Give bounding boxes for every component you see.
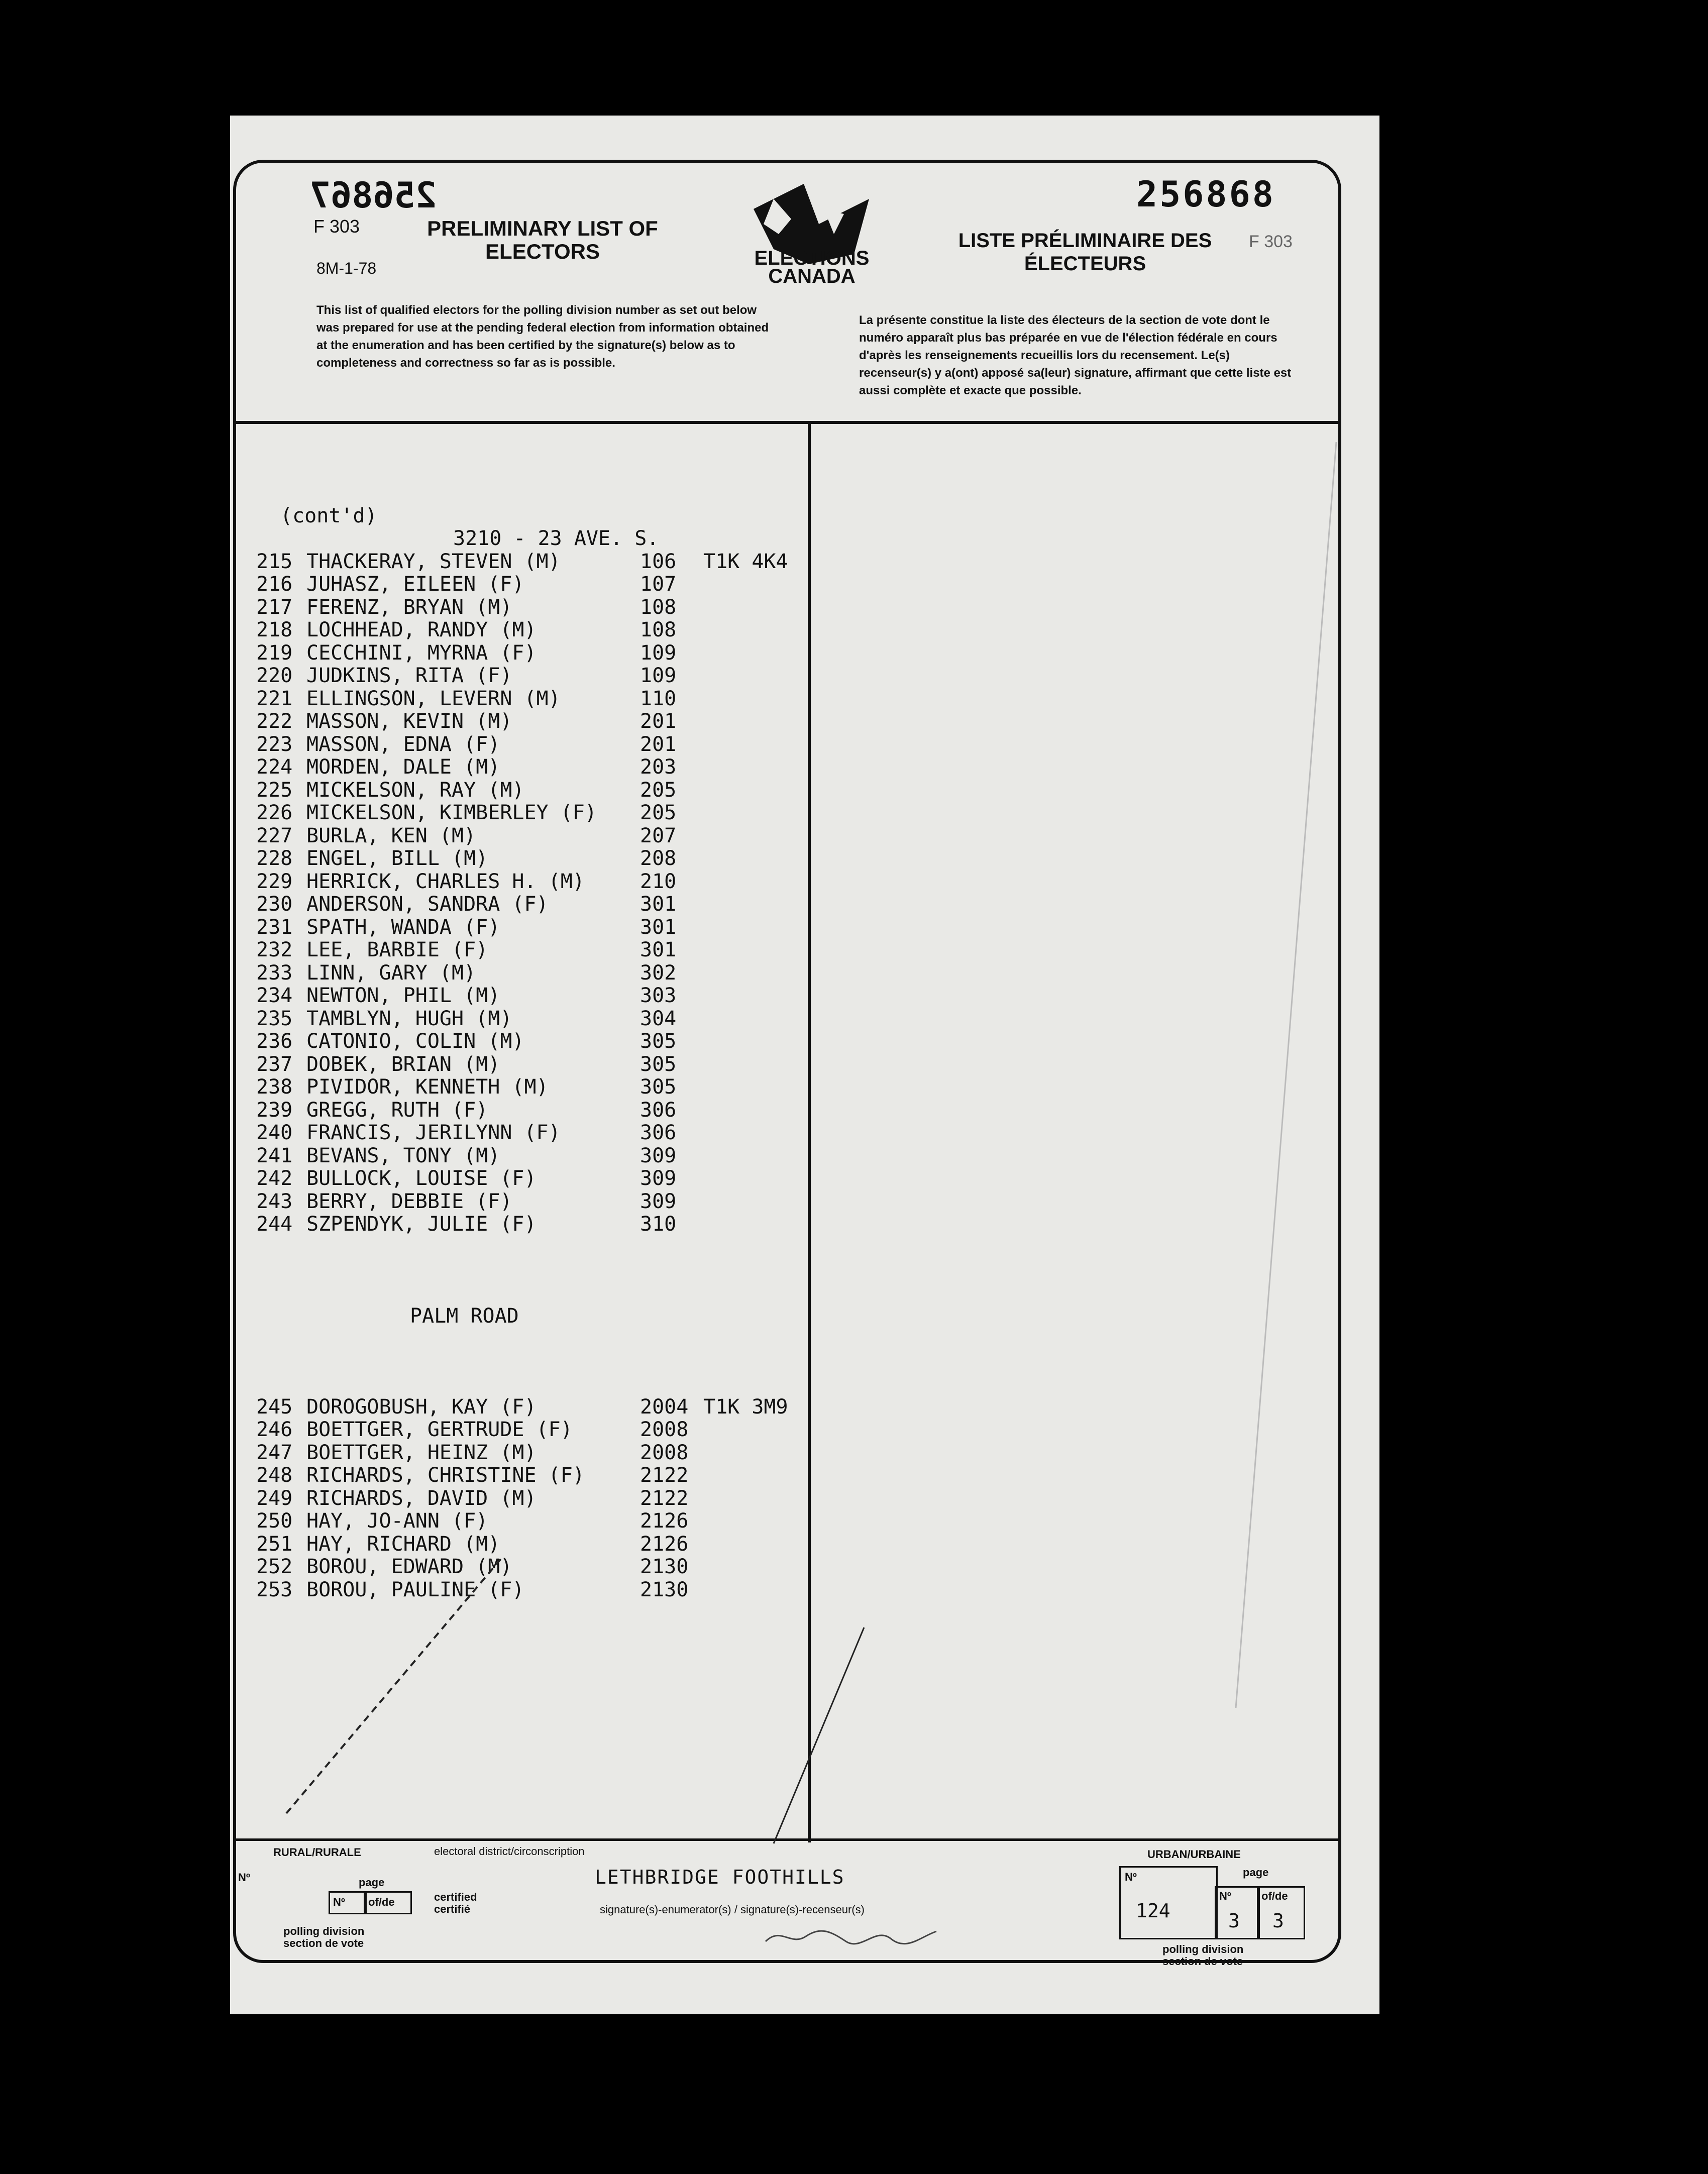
elector-number: 238 [256, 1075, 293, 1099]
elector-number: 236 [256, 1030, 293, 1053]
elector-name: MICKELSON, KIMBERLEY (F) [306, 801, 597, 824]
elector-number: 223 [256, 732, 293, 756]
apartment-number: 110 [640, 687, 677, 710]
elector-number: 242 [256, 1167, 293, 1190]
signature-label: signature(s)-enumerator(s) / signature(s)-recenseur(s) [600, 1903, 865, 1916]
urban-polling-division-label-en: polling division [1162, 1943, 1244, 1955]
elector-name: BOROU, EDWARD (M) [306, 1555, 512, 1578]
certified-label-en: certified [434, 1891, 477, 1903]
page-number: 3 [1228, 1910, 1240, 1932]
elector-number: 228 [256, 847, 293, 870]
elector-number: 234 [256, 984, 293, 1007]
urban-label: URBAN/URBAINE [1147, 1848, 1241, 1861]
page-total: 3 [1272, 1910, 1284, 1932]
elector-name: ANDERSON, SANDRA (F) [306, 893, 549, 916]
apartment-number: 302 [640, 961, 677, 985]
apartment-number: 205 [640, 801, 677, 824]
apartment-number: 305 [640, 1052, 677, 1076]
apartment-number: 309 [640, 1189, 677, 1213]
elector-name: BURLA, KEN (M) [306, 824, 476, 847]
elector-name: RICHARDS, CHRISTINE (F) [306, 1464, 585, 1487]
elector-name: BOETTGER, HEINZ (M) [306, 1441, 537, 1464]
elector-number: 219 [256, 641, 293, 665]
apartment-number: 301 [640, 915, 677, 939]
elector-number: 235 [256, 1007, 293, 1030]
apartment-number: 201 [640, 732, 677, 756]
no-label: Nº [238, 1871, 250, 1884]
apartment-number: 203 [640, 755, 677, 779]
apartment-number: 2122 [640, 1464, 689, 1487]
urban-polling-division-label-fr: section de vote [1162, 1955, 1243, 1968]
apartment-number: 305 [640, 1030, 677, 1053]
apartment-number: 2126 [640, 1532, 689, 1556]
page-no-label: Nº [1219, 1890, 1231, 1902]
certified-label-fr: certifié [434, 1903, 471, 1915]
elector-number: 225 [256, 778, 293, 802]
elector-number: 239 [256, 1098, 293, 1122]
page-of-label: of/de [1261, 1890, 1288, 1902]
elector-name: DOROGOBUSH, KAY (F) [306, 1395, 537, 1419]
apartment-number: 107 [640, 573, 677, 596]
elector-number: 249 [256, 1486, 293, 1510]
apartment-number: 2008 [640, 1441, 689, 1464]
page-label: page [359, 1876, 385, 1889]
elector-number: 231 [256, 915, 293, 939]
elector-name: MASSON, KEVIN (M) [306, 710, 512, 733]
apartment-number: 305 [640, 1075, 677, 1099]
apartment-number: 306 [640, 1098, 677, 1122]
apartment-number: 109 [640, 664, 677, 687]
street-heading: 3210 - 23 AVE. S. [453, 527, 659, 550]
elector-name: PIVIDOR, KENNETH (M) [306, 1075, 549, 1099]
title-english: PRELIMINARY LIST OF ELECTORS [427, 216, 658, 263]
postal-code: T1K 3M9 [703, 1395, 788, 1419]
polling-division-label-fr: section de vote [283, 1937, 364, 1949]
elector-number: 237 [256, 1052, 293, 1076]
elector-number: 218 [256, 618, 293, 641]
apartment-number: 2130 [640, 1555, 689, 1578]
elector-name: MICKELSON, RAY (M) [306, 778, 524, 802]
street-heading-2: PALM ROAD [410, 1304, 519, 1328]
elector-name: NEWTON, PHIL (M) [306, 984, 500, 1007]
urban-page-label: page [1243, 1866, 1269, 1879]
apartment-number: 309 [640, 1144, 677, 1167]
elector-name: HERRICK, CHARLES H. (M) [306, 869, 585, 893]
elector-number: 224 [256, 755, 293, 779]
intro-text-french: La présente constitue la liste des électeurs de la section de vote dont le numéro apparaît plus bas préparée en vue de l'élection fédérale en cours d'après les renseignements recueillis lors du recensement. Le(s) recenseur(s) y a(ont) apposé sa(leur) signature, affirmant que cette liste est aussi complète et exacte que possible. [859, 313, 1292, 397]
elector-name: BULLOCK, LOUISE (F) [306, 1167, 537, 1190]
apartment-number: 210 [640, 869, 677, 893]
elector-name: JUDKINS, RITA (F) [306, 664, 512, 687]
elector-name: TAMBLYN, HUGH (M) [306, 1007, 512, 1030]
polling-division-number: 124 [1136, 1900, 1170, 1922]
elector-name: LEE, BARBIE (F) [306, 938, 488, 961]
apartment-number: 205 [640, 778, 677, 802]
apartment-number: 301 [640, 893, 677, 916]
apartment-number: 106 [640, 550, 677, 573]
elector-number: 241 [256, 1144, 293, 1167]
logo-wordmark: ELECTIONS CANADA [754, 247, 870, 287]
elector-name: MORDEN, DALE (M) [306, 755, 500, 779]
serial-number-mirrored: 256867 [309, 175, 437, 216]
continued-label: (cont'd) [280, 504, 377, 527]
elector-number: 232 [256, 938, 293, 961]
elector-number: 216 [256, 573, 293, 596]
elector-number: 251 [256, 1532, 293, 1556]
apartment-number: 201 [640, 710, 677, 733]
title-french: LISTE PRÉLIMINAIRE DES ÉLECTEURS [958, 230, 1212, 275]
rural-no-label: Nº [333, 1896, 345, 1908]
elector-name: FRANCIS, JERILYNN (F) [306, 1121, 561, 1144]
elector-number: 244 [256, 1213, 293, 1236]
rural-label: RURAL/RURALE [273, 1846, 361, 1859]
electoral-district-label: electoral district/circonscription [434, 1845, 585, 1858]
elector-number: 229 [256, 869, 293, 893]
elector-name: HAY, JO-ANN (F) [306, 1509, 488, 1533]
form-date: 8M-1-78 [316, 259, 377, 277]
apartment-number: 207 [640, 824, 677, 847]
form-number-fr: F 303 [1249, 232, 1293, 251]
electoral-district-value: LETHBRIDGE FOOTHILLS [595, 1866, 845, 1888]
elector-number: 227 [256, 824, 293, 847]
elector-number: 252 [256, 1555, 293, 1578]
elector-number: 222 [256, 710, 293, 733]
elector-name: ELLINGSON, LEVERN (M) [306, 687, 561, 710]
elector-number: 215 [256, 550, 293, 573]
elector-name: DOBEK, BRIAN (M) [306, 1052, 500, 1076]
elector-number: 245 [256, 1395, 293, 1419]
elector-number: 243 [256, 1189, 293, 1213]
elector-name: CATONIO, COLIN (M) [306, 1030, 524, 1053]
elector-name: CECCHINI, MYRNA (F) [306, 641, 537, 665]
postal-code: T1K 4K4 [703, 550, 788, 573]
elector-number: 248 [256, 1464, 293, 1487]
elector-name: BEVANS, TONY (M) [306, 1144, 500, 1167]
elector-number: 246 [256, 1418, 293, 1441]
elector-number: 247 [256, 1441, 293, 1464]
elector-name: BOETTGER, GERTRUDE (F) [306, 1418, 573, 1441]
elector-number: 253 [256, 1578, 293, 1601]
apartment-number: 2130 [640, 1578, 689, 1601]
apartment-number: 208 [640, 847, 677, 870]
apartment-number: 301 [640, 938, 677, 961]
elector-name: ENGEL, BILL (M) [306, 847, 488, 870]
elector-number: 220 [256, 664, 293, 687]
intro-text-english: This list of qualified electors for the polling division number as set out below was prepared for use at the pending federal election from information obtained at the enumeration and has been certified by the signature(s) below as to completeness and correctness so far as is possible. [316, 303, 769, 370]
elector-number: 221 [256, 687, 293, 710]
apartment-number: 2008 [640, 1418, 689, 1441]
urban-no-label: Nº [1125, 1871, 1137, 1883]
elector-number: 233 [256, 961, 293, 985]
apartment-number: 2126 [640, 1509, 689, 1533]
elector-name: RICHARDS, DAVID (M) [306, 1486, 537, 1510]
apartment-number: 109 [640, 641, 677, 665]
apartment-number: 303 [640, 984, 677, 1007]
apartment-number: 2004 [640, 1395, 689, 1419]
elector-name: FERENZ, BRYAN (M) [306, 595, 512, 619]
apartment-number: 306 [640, 1121, 677, 1144]
polling-division-label-en: polling division [283, 1925, 365, 1937]
elector-name: JUHASZ, EILEEN (F) [306, 573, 524, 596]
elector-number: 226 [256, 801, 293, 824]
elector-number: 250 [256, 1509, 293, 1533]
elector-name: HAY, RICHARD (M) [306, 1532, 500, 1556]
elector-name: SPATH, WANDA (F) [306, 915, 500, 939]
apartment-number: 108 [640, 595, 677, 619]
elector-name: BOROU, PAULINE (F) [306, 1578, 524, 1601]
elector-name: SZPENDYK, JULIE (F) [306, 1213, 537, 1236]
apartment-number: 310 [640, 1213, 677, 1236]
elector-name: BERRY, DEBBIE (F) [306, 1189, 512, 1213]
apartment-number: 309 [640, 1167, 677, 1190]
apartment-number: 108 [640, 618, 677, 641]
elector-name: LINN, GARY (M) [306, 961, 476, 985]
apartment-number: 304 [640, 1007, 677, 1030]
elector-name: THACKERAY, STEVEN (M) [306, 550, 561, 573]
elector-number: 240 [256, 1121, 293, 1144]
serial-number: 256868 [1136, 174, 1275, 215]
apartment-number: 2122 [640, 1486, 689, 1510]
elector-name: GREGG, RUTH (F) [306, 1098, 488, 1122]
elector-name: LOCHHEAD, RANDY (M) [306, 618, 537, 641]
form-number: F 303 [313, 216, 360, 237]
elector-number: 217 [256, 595, 293, 619]
rural-of-label: of/de [368, 1896, 395, 1908]
elector-name: MASSON, EDNA (F) [306, 732, 500, 756]
elector-number: 230 [256, 893, 293, 916]
